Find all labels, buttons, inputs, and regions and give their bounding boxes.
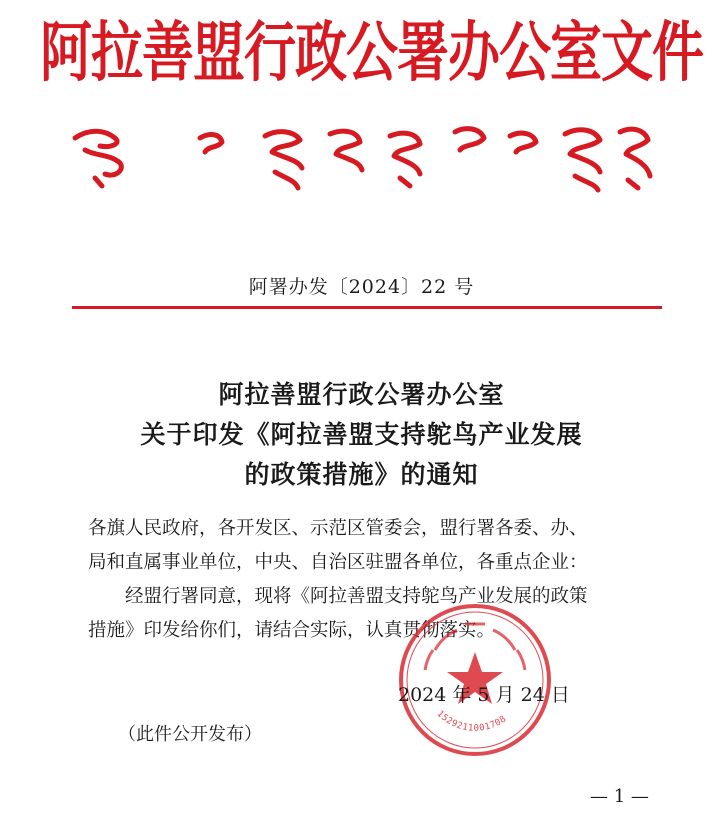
document-number: 阿署办发〔2024〕22 号	[248, 276, 475, 298]
document-body	[88, 512, 663, 648]
document-date: 2024 年 5 月 24 日	[398, 684, 570, 706]
svg-text:1529211001708	[435, 709, 509, 734]
body-recipients-line-1: 各旗人民政府，各开发区、示范区管委会，盟行署各委、办、	[88, 518, 588, 539]
body-paragraph-line-2: 措施》印发给你们，请结合实际，认真贯彻落实。	[88, 620, 496, 641]
title-line-2: 关于印发《阿拉善盟支持鸵鸟产业发展	[140, 420, 583, 449]
publication-note: （此件公开发布）	[118, 724, 262, 745]
body-paragraph-line-1: 经盟行署同意，现将《阿拉善盟支持鸵鸟产业发展的政策	[125, 586, 588, 607]
title-line-1: 阿拉善盟行政公署办公室	[218, 380, 505, 409]
red-divider-line	[72, 306, 662, 309]
title-line-3: 的政策措施》的通知	[244, 460, 479, 489]
masthead	[40, 15, 704, 91]
seal-serial-number: 1529211001708	[434, 709, 509, 734]
mongolian-script-masthead	[60, 108, 660, 193]
page-number: — 1 —	[590, 786, 649, 807]
document-title	[60, 375, 663, 495]
body-recipients-line-2: 局和直属事业单位，中央、自治区驻盟各单位，各重点企业：	[88, 552, 588, 573]
masthead-title: 阿拉善盟行政公署办公室文件	[40, 15, 704, 91]
